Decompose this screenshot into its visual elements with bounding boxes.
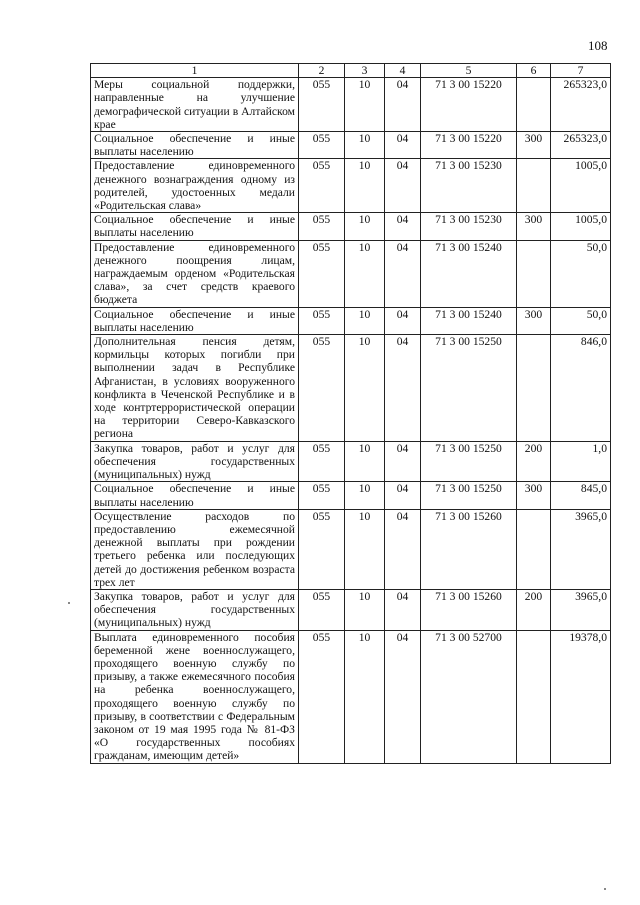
table-row [91, 307, 611, 334]
cell-code-2: 055 [299, 509, 345, 589]
row-name: Социальное обеспечение и иные выплаты населению [91, 307, 299, 334]
cell-code-5: 71 3 00 15250 [421, 482, 517, 509]
cell-amount: 265323,0 [551, 132, 611, 159]
cell-code-6 [517, 159, 551, 213]
cell-code-4: 04 [385, 482, 421, 509]
cell-code-2: 055 [299, 335, 345, 442]
cell-amount: 50,0 [551, 240, 611, 307]
row-name: Социальное обеспечение и иные выплаты населению [91, 482, 299, 509]
cell-code-3: 10 [345, 509, 385, 589]
cell-code-4: 04 [385, 159, 421, 213]
scan-speck [604, 888, 606, 890]
cell-code-6 [517, 78, 551, 132]
row-name: Меры социальной поддержки, направленные на улучшение демографической ситуации в Алтайском крае [91, 78, 299, 132]
cell-code-3: 10 [345, 335, 385, 442]
cell-code-6: 200 [517, 441, 551, 482]
cell-code-3: 10 [345, 240, 385, 307]
cell-code-2: 055 [299, 78, 345, 132]
cell-code-6: 300 [517, 482, 551, 509]
cell-code-5: 71 3 00 15220 [421, 132, 517, 159]
header-col-3: 3 [345, 64, 385, 78]
header-col-6: 6 [517, 64, 551, 78]
table-row [91, 630, 611, 763]
cell-amount: 3965,0 [551, 509, 611, 589]
header-col-5: 5 [421, 64, 517, 78]
cell-code-2: 055 [299, 482, 345, 509]
row-name: Предоставление единовременного денежного поощрения лицам, награждаемым орденом «Родительская слава», за счет средств краевого бюджета [91, 240, 299, 307]
cell-code-3: 10 [345, 78, 385, 132]
cell-code-6: 300 [517, 213, 551, 240]
cell-code-2: 055 [299, 630, 345, 763]
header-row [91, 64, 611, 78]
budget-table [90, 63, 611, 764]
cell-code-2: 055 [299, 441, 345, 482]
cell-code-5: 71 3 00 15260 [421, 509, 517, 589]
cell-code-5: 71 3 00 15260 [421, 589, 517, 630]
header-col-1: 1 [91, 64, 299, 78]
page-number: 108 [588, 38, 608, 53]
cell-code-4: 04 [385, 307, 421, 334]
cell-code-6: 300 [517, 132, 551, 159]
cell-amount: 1,0 [551, 441, 611, 482]
cell-code-3: 10 [345, 307, 385, 334]
cell-code-2: 055 [299, 307, 345, 334]
cell-code-6: 300 [517, 307, 551, 334]
cell-code-3: 10 [345, 213, 385, 240]
header-col-4: 4 [385, 64, 421, 78]
cell-code-6: 200 [517, 589, 551, 630]
cell-code-3: 10 [345, 132, 385, 159]
cell-code-4: 04 [385, 589, 421, 630]
row-name: Осуществление расходов по предоставлению ежемесячной денежной выплаты при рождении третьего ребенка или последующих детей до достижения ребенком возраста трех лет [91, 509, 299, 589]
cell-code-6 [517, 630, 551, 763]
cell-code-5: 71 3 00 15230 [421, 213, 517, 240]
cell-code-4: 04 [385, 213, 421, 240]
cell-code-5: 71 3 00 15230 [421, 159, 517, 213]
cell-code-2: 055 [299, 159, 345, 213]
table-row [91, 213, 611, 240]
table-row [91, 240, 611, 307]
cell-code-3: 10 [345, 441, 385, 482]
table-row [91, 159, 611, 213]
cell-code-4: 04 [385, 630, 421, 763]
row-name: Закупка товаров, работ и услуг для обеспечения государственных (муниципальных) нужд [91, 589, 299, 630]
cell-code-2: 055 [299, 240, 345, 307]
cell-code-5: 71 3 00 15240 [421, 307, 517, 334]
cell-amount: 265323,0 [551, 78, 611, 132]
cell-code-5: 71 3 00 15250 [421, 335, 517, 442]
cell-code-2: 055 [299, 213, 345, 240]
table-row [91, 78, 611, 132]
header-col-7: 7 [551, 64, 611, 78]
cell-code-3: 10 [345, 159, 385, 213]
scan-speck [68, 602, 70, 604]
cell-code-2: 055 [299, 132, 345, 159]
row-name: Предоставление единовременного денежного вознаграждения одному из родителей, удостоенных медали «Родительская слава» [91, 159, 299, 213]
cell-code-4: 04 [385, 132, 421, 159]
table-row [91, 335, 611, 442]
cell-code-4: 04 [385, 441, 421, 482]
cell-code-4: 04 [385, 78, 421, 132]
row-name: Дополнительная пенсия детям, кормильцы которых погибли при выполнении задач в Республике Афганистан, в условиях вооруженного конфликта в Чеченской Республике и в ходе контртеррористической операции на территории Северо-Кавказского региона [91, 335, 299, 442]
row-name: Социальное обеспечение и иные выплаты населению [91, 213, 299, 240]
table-row [91, 509, 611, 589]
row-name: Выплата единовременного пособия беременной жене военнослужащего, проходящего военную службу по призыву, а также ежемесячного пособия на ребенка военнослужащего, проходящего военную службу по призыву, в соответствии с Федеральным законом от 19 мая 1995 года № 81-ФЗ «О государственных пособиях гражданам, имеющим детей» [91, 630, 299, 763]
cell-amount: 846,0 [551, 335, 611, 442]
table-row [91, 482, 611, 509]
table-row [91, 589, 611, 630]
table-row [91, 441, 611, 482]
cell-amount: 3965,0 [551, 589, 611, 630]
cell-code-5: 71 3 00 15250 [421, 441, 517, 482]
cell-amount: 1005,0 [551, 213, 611, 240]
cell-code-3: 10 [345, 482, 385, 509]
cell-code-5: 71 3 00 15240 [421, 240, 517, 307]
cell-amount: 19378,0 [551, 630, 611, 763]
cell-amount: 1005,0 [551, 159, 611, 213]
cell-code-5: 71 3 00 15220 [421, 78, 517, 132]
cell-code-4: 04 [385, 335, 421, 442]
cell-code-4: 04 [385, 240, 421, 307]
header-col-2: 2 [299, 64, 345, 78]
cell-code-3: 10 [345, 589, 385, 630]
row-name: Закупка товаров, работ и услуг для обеспечения государственных (муниципальных) нужд [91, 441, 299, 482]
cell-amount: 50,0 [551, 307, 611, 334]
cell-code-4: 04 [385, 509, 421, 589]
cell-code-6 [517, 509, 551, 589]
cell-code-2: 055 [299, 589, 345, 630]
cell-code-6 [517, 335, 551, 442]
cell-code-6 [517, 240, 551, 307]
cell-code-3: 10 [345, 630, 385, 763]
table-row [91, 132, 611, 159]
cell-code-5: 71 3 00 52700 [421, 630, 517, 763]
row-name: Социальное обеспечение и иные выплаты населению [91, 132, 299, 159]
cell-amount: 845,0 [551, 482, 611, 509]
